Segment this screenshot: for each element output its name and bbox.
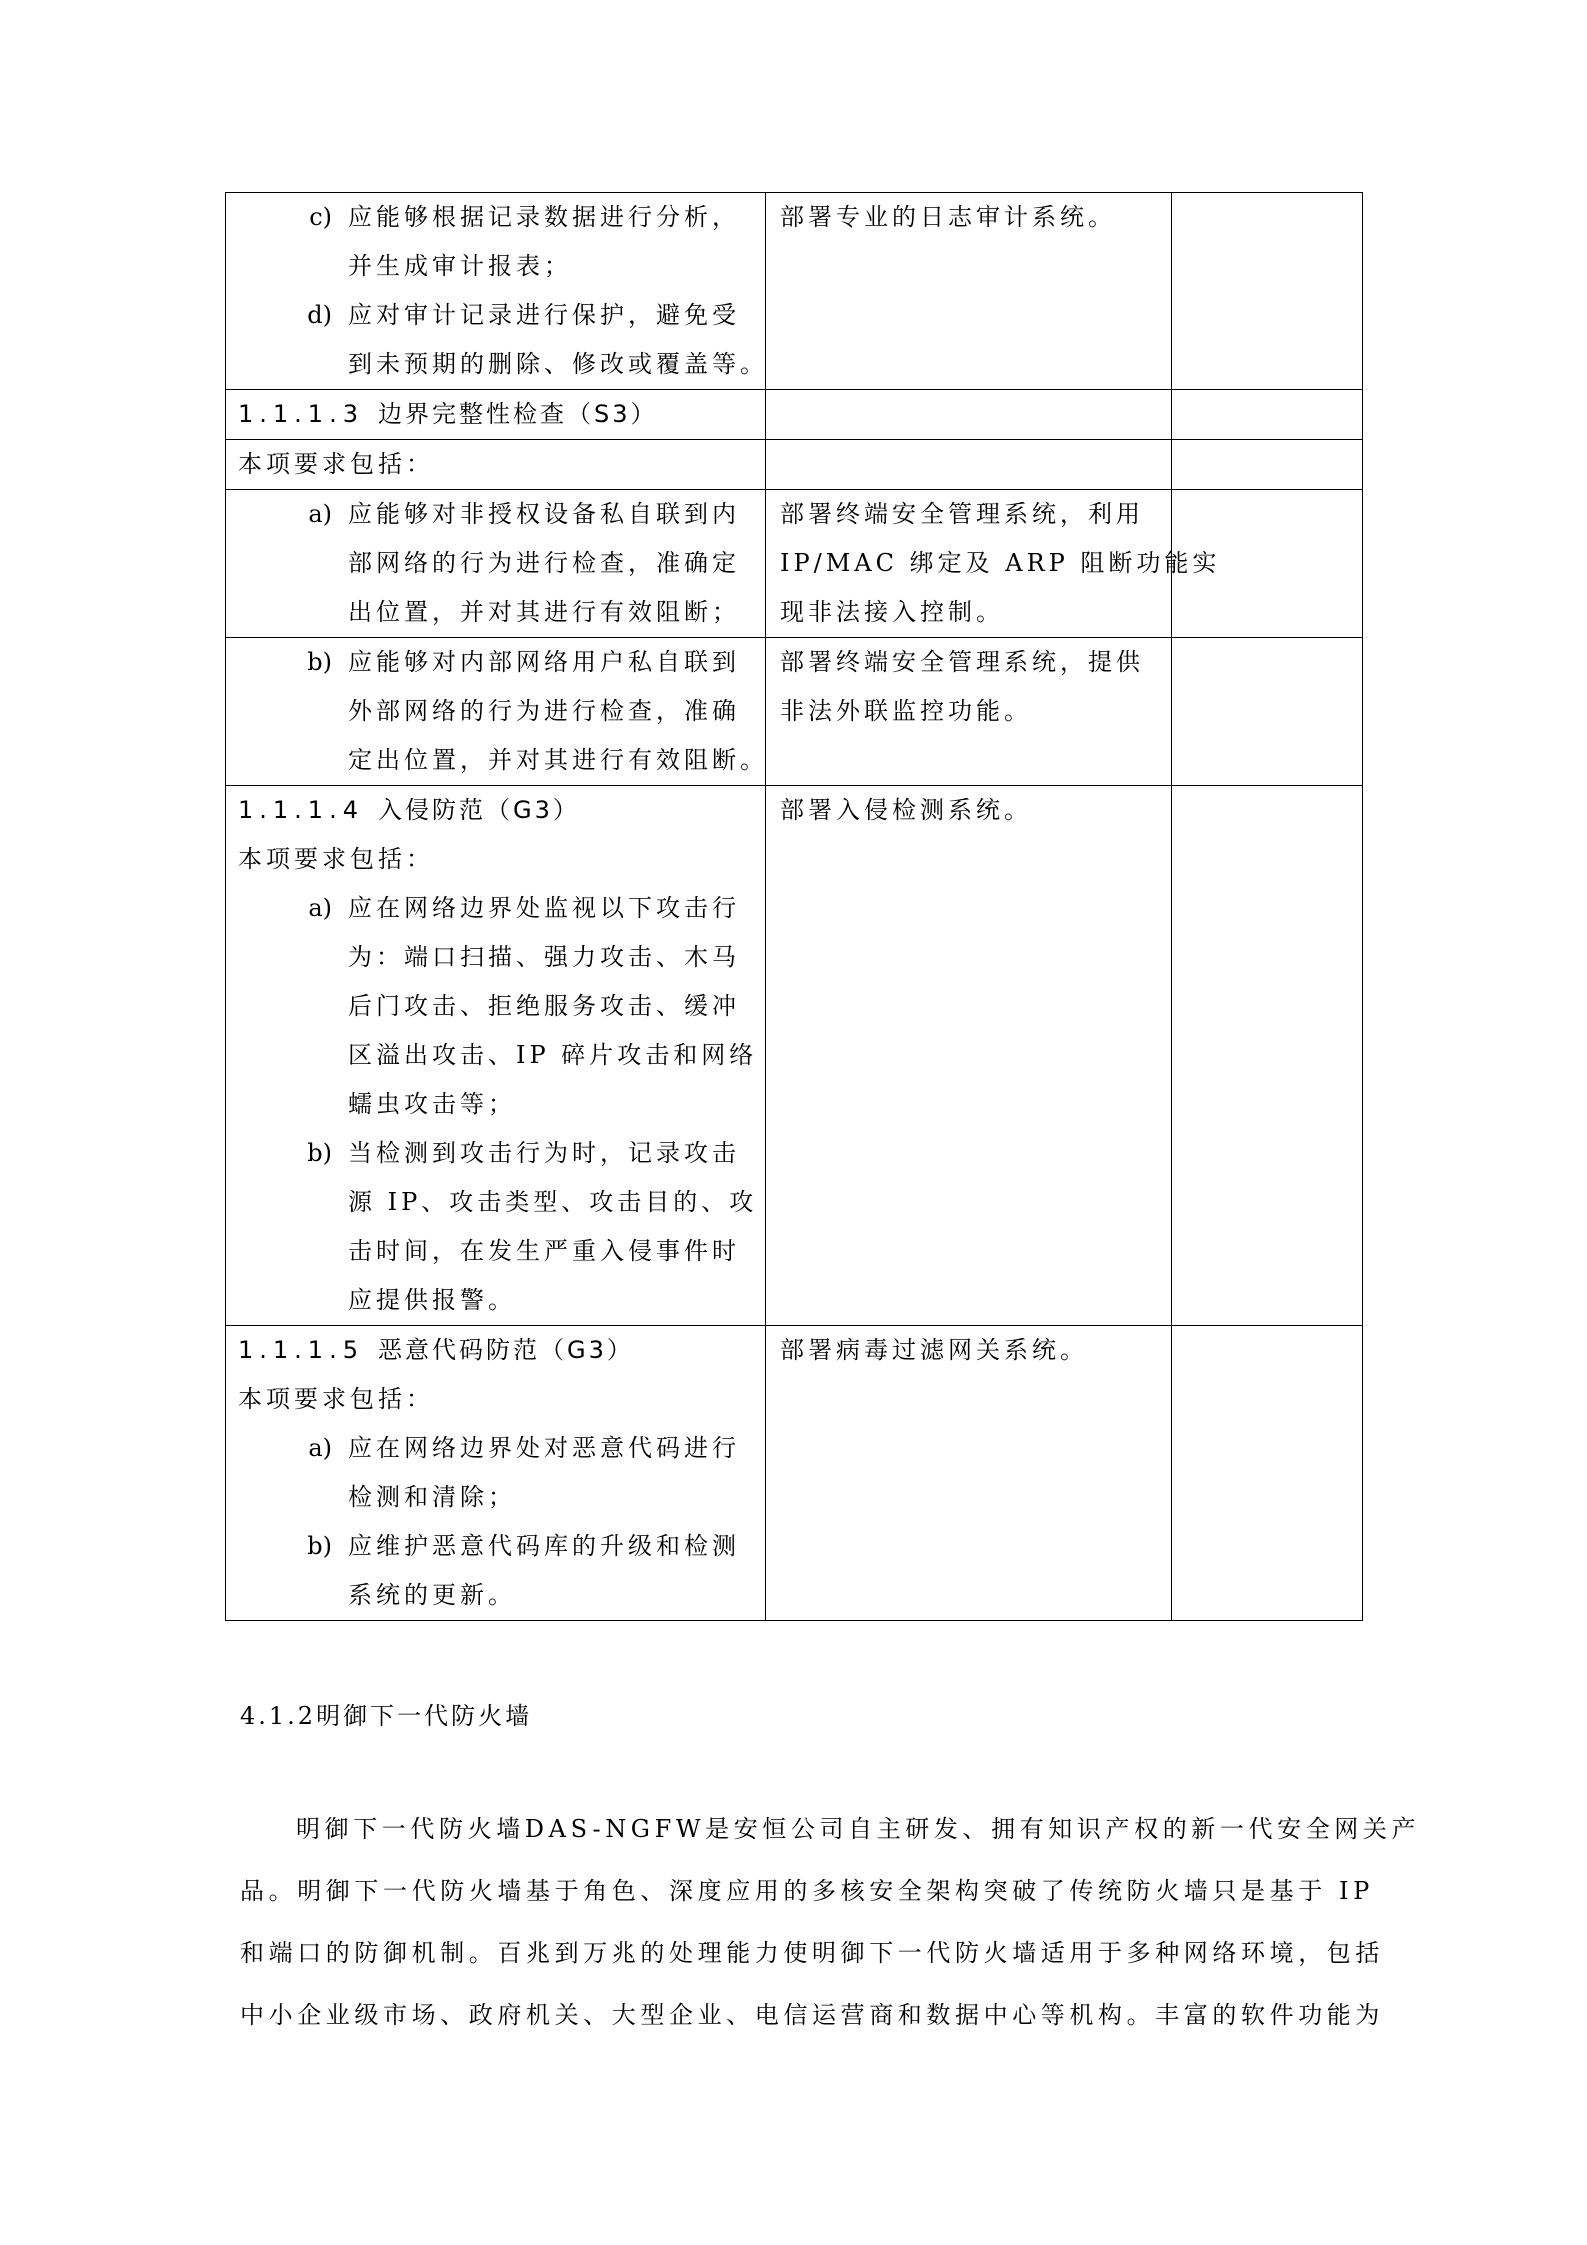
paragraph-line: 中小企业级市场、政府机关、大型企业、电信运营商和数据中心等机构。丰富的软件功能为 [240, 2001, 1384, 2029]
list-item [238, 193, 753, 291]
note-cell [1172, 638, 1363, 786]
item-text-line: 定出位置，并对其进行有效阻断。 [348, 746, 768, 774]
heading-title: 恶意代码防范（G3） [378, 1336, 634, 1364]
list-item [238, 490, 753, 637]
paragraph-line: 品。明御下一代防火墙基于角色、深度应用的多核安全架构突破了传统防火墙只是基于 IP [240, 1877, 1374, 1905]
heading-title: 入侵防范（G3） [378, 796, 580, 824]
item-text-line: 为：端口扫描、强力攻击、木马 [348, 943, 740, 971]
item-text-line: 到未预期的删除、修改或覆盖等。 [348, 350, 768, 378]
response-cell [766, 193, 1172, 390]
list-item [238, 884, 758, 1129]
item-text-line: 应在网络边界处对恶意代码进行 [348, 1434, 740, 1462]
item-marker: b) [307, 1139, 332, 1167]
item-marker: b) [307, 1532, 332, 1560]
note-cell [1172, 440, 1363, 490]
requirement-cell [226, 1326, 766, 1621]
intro-text: 本项要求包括： [238, 450, 434, 478]
section-title: 4.1.2明御下一代防火墙 [240, 1702, 533, 1730]
response-cell [766, 1326, 1172, 1621]
response-text: 部署终端安全管理系统，利用 [780, 500, 1144, 528]
response-text: 部署专业的日志审计系统。 [780, 203, 1116, 231]
heading-number: 1.1.1.4 [238, 796, 364, 824]
requirements-table [225, 192, 1363, 1621]
item-text-line: 并生成审计报表； [348, 252, 572, 280]
requirement-cell [226, 786, 766, 1326]
response-text: 部署病毒过滤网关系统。 [780, 1336, 1088, 1364]
paragraph-line: 和端口的防御机制。百兆到万兆的处理能力使明御下一代防火墙适用于多种网络环境，包括 [240, 1939, 1384, 1967]
item-text-line: 击时间，在发生严重入侵事件时 [348, 1237, 740, 1265]
requirement-cell [226, 440, 766, 490]
item-text-line: 区溢出攻击、IP 碎片攻击和网络 [348, 1041, 758, 1069]
response-text: 现非法接入控制。 [780, 598, 1004, 626]
requirement-cell [226, 638, 766, 786]
section-heading [238, 786, 753, 835]
section-heading [238, 1326, 753, 1375]
requirement-cell [226, 193, 766, 390]
requirement-cell [226, 490, 766, 638]
item-text-line: 应维护恶意代码库的升级和检测 [348, 1532, 740, 1560]
response-cell [766, 490, 1221, 638]
table-row [226, 440, 1363, 490]
response-text: 部署入侵检测系统。 [780, 796, 1032, 824]
item-text-line: 当检测到攻击行为时，记录攻击 [348, 1139, 740, 1167]
intro-text: 本项要求包括： [238, 845, 434, 873]
item-text-line: 出位置，并对其进行有效阻断； [348, 598, 740, 626]
response-cell [766, 638, 1172, 786]
list-item [238, 638, 768, 785]
item-marker: a) [308, 1434, 332, 1462]
item-marker: b) [307, 648, 332, 676]
item-marker: c) [309, 203, 332, 231]
note-cell [1172, 390, 1363, 440]
body-paragraph [240, 1798, 1421, 2046]
paragraph-line: 明御下一代防火墙DAS-NGFW是安恒公司自主研发、拥有知识产权的新一代安全网关产 [296, 1815, 1421, 1843]
heading-number: 1.1.1.3 [238, 400, 364, 428]
item-text-line: 应在网络边界处监视以下攻击行 [348, 894, 740, 922]
note-cell [1172, 786, 1363, 1326]
table-row [226, 390, 1363, 440]
item-marker: d) [307, 301, 332, 329]
requirement-cell [226, 390, 766, 440]
list-item [238, 1522, 753, 1620]
section-heading [238, 390, 753, 439]
item-text-line: 检测和清除； [348, 1483, 516, 1511]
item-text-line: 蠕虫攻击等； [348, 1090, 516, 1118]
list-item [238, 1129, 758, 1325]
table-row [226, 490, 1363, 638]
table-row [226, 786, 1363, 1326]
response-cell [766, 786, 1172, 1326]
table-row [226, 1326, 1363, 1621]
response-text: 部署终端安全管理系统，提供 [780, 648, 1144, 676]
heading-number: 1.1.1.5 [238, 1336, 364, 1364]
item-text-line: 应提供报警。 [348, 1286, 516, 1314]
item-text-line: 应能够对非授权设备私自联到内 [348, 500, 740, 528]
table-row [226, 638, 1363, 786]
note-cell [1172, 1326, 1363, 1621]
item-text-line: 外部网络的行为进行检查，准确 [348, 697, 740, 725]
item-text-line: 应能够对内部网络用户私自联到 [348, 648, 740, 676]
response-cell [766, 390, 1172, 440]
item-text-line: 应对审计记录进行保护，避免受 [348, 301, 740, 329]
item-text-line: 系统的更新。 [348, 1581, 516, 1609]
item-text-line: 应能够根据记录数据进行分析， [348, 203, 740, 231]
table-row [226, 193, 1363, 390]
item-text-line: 源 IP、攻击类型、攻击目的、攻 [348, 1188, 758, 1216]
response-cell [766, 440, 1172, 490]
list-item [238, 291, 768, 389]
item-marker: a) [308, 894, 332, 922]
intro-text: 本项要求包括： [238, 1385, 434, 1413]
response-text: 非法外联监控功能。 [780, 697, 1032, 725]
response-text: IP/MAC 绑定及 ARP 阻断功能实 [780, 549, 1221, 577]
item-text-line: 部网络的行为进行检查，准确定 [348, 549, 740, 577]
item-marker: a) [308, 500, 332, 528]
note-cell [1172, 193, 1363, 390]
heading-title: 边界完整性检查（S3） [378, 400, 658, 428]
list-item [238, 1424, 753, 1522]
item-text-line: 后门攻击、拒绝服务攻击、缓冲 [348, 992, 740, 1020]
